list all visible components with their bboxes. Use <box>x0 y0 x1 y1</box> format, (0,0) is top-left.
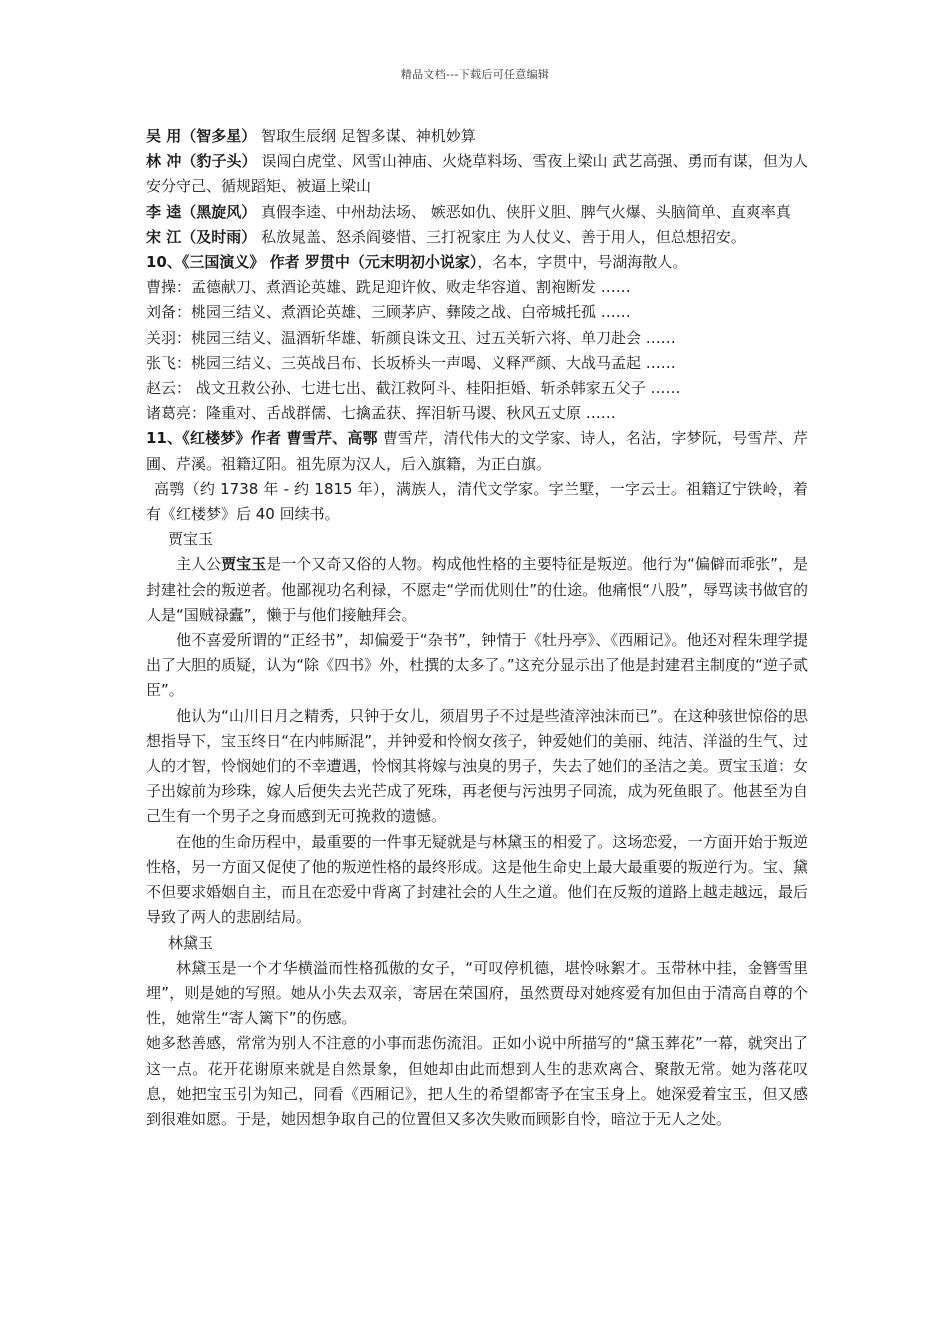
lin-chong-entry <box>146 149 808 199</box>
character-desc: 误闯白虎堂、风雪山神庙、火烧草料场、雪夜上梁山 武艺高强、勇而有谋，但为人安分守己、循规蹈矩、被逼上梁山 <box>146 152 808 196</box>
character-name: 林 冲（豹子头） <box>146 152 257 171</box>
daiyu-paragraph: 她多愁善感，常常为别人不注意的小事而悲伤流泪。正如小说中所描写的“黛玉葬花”一幕，就突出了这一点。花开花谢原来就是自然景象，但她却由此而想到人生的悲欢离合、聚散无常。她为落花叹息，她把宝玉引为知己，同看《西厢记》，把人生的希望都寄予在宝玉身上。她深爱着宝玉，但又感到很难如愿。于是，她因想争取自己的位置但又多次失败而顾影自怜，暗泣于无人之处。 <box>146 1034 808 1128</box>
sanguo-item: 赵云： 战文丑救公孙、七进七出、截江救阿斗、桂阳拒婚、斩杀韩家五父子 …… <box>146 379 681 398</box>
li-kui-entry <box>146 200 808 225</box>
baoyu-paragraph <box>146 552 808 628</box>
baoyu-paragraph: 他认为“山川日月之精秀，只钟于女儿，须眉男子不过是些渣滓浊沫而已”。在这种骇世惊俗的思想指导下，宝玉终日“在内帏厮混”，并钟爱和怜悯女孩子，钟爱她们的美丽、纯洁、洋溢的生气、过人的才智，怜悯她们的不幸遭遇，怜悯其将嫁与浊臭的男子，失去了她们的圣洁之美。贾宝玉道：女子出嫁前为珍珠，嫁人后便失去光芒成了死珠，再老便与污浊男子同流，成为死鱼眼了。他甚至为自己生有一个男子之身而感到无可挽救的遗憾。 <box>146 706 808 826</box>
baoyu-paragraph: 他不喜爱所谓的“正经书”，却偏爱于“杂书”，钟情于《牡丹亭》、《西厢记》。他还对程朱理学提出了大胆的质疑，认为“除《四书》外，杜撰的太多了。”这充分显示出了他是封建君主制度的“逆子贰臣”。 <box>146 631 808 700</box>
section-heading-text: 曹雪芹，清代伟大的文学家、诗人，名沾，字梦阮，号雪芹、芹圃、芹溪。祖籍辽阳。祖先原为汉人，后入旗籍，为正白旗。 <box>146 429 808 473</box>
wu-yong-entry <box>146 124 808 149</box>
page-header: 精品文档---下载后可任意编辑 <box>400 68 550 81</box>
character-desc: 私放晁盖、怒杀阎婆惜、三打祝家庄 为人仗义、善于用人，但总想招安。 <box>256 227 746 246</box>
sanguo-item: 关羽：桃园三结义、温酒斩华雄、斩颜良诛文丑、过五关斩六将、单刀赴会 …… <box>146 328 676 347</box>
daiyu-paragraph: 林黛玉是一个才华横溢而性格孤傲的女子，“可叹停机德，堪怜咏絮才。玉带林中挂，金簪雪里埋”，则是她的写照。她从小失去双亲，寄居在荣国府，虽然贾母对她疼爱有加但由于清高自尊的个性，她常生“寄人篱下”的伤感。 <box>146 958 808 1028</box>
baoyu-title: 贾宝玉 <box>168 530 214 549</box>
character-desc: 智取生辰纲 足智多谋、神机妙算 <box>256 127 476 145</box>
section-heading: 10、《三国演义》 作者 罗贯中（元末明初小说家） <box>146 253 478 272</box>
sanguo-item: 诸葛亮：隆重对、舌战群儒、七擒孟获、挥泪斩马谡、秋风五丈原 …… <box>146 404 616 423</box>
daiyu-title: 林黛玉 <box>168 933 214 952</box>
baoyu-p1-pre: 主人公 <box>176 555 222 574</box>
gao-e-paragraph: 高鹗（约 1738 年 - 约 1815 年），满族人，清代文学家。字兰墅，一字云士。祖籍辽宁铁岭，着有《红楼梦》后 40 回续书。 <box>146 479 808 524</box>
character-name: 李 逵（黑旋风） <box>146 202 257 221</box>
character-name: 吴 用（智多星） <box>146 127 257 145</box>
sanguo-item: 刘备：桃园三结义、煮酒论英雄、三顾茅庐、彝陵之战、白帝城托孤 …… <box>146 303 631 322</box>
character-desc: 真假李逵、中州劫法场、 嫉恶如仇、侠肝义胆、脾气火爆、头脑简单、直爽率真 <box>256 202 791 221</box>
baoyu-p1-post: 是一个又奇又俗的人物。构成他性格的主要特征是叛逆。他行为“偏僻而乖张”，是封建社会的叛逆者。他鄙视功名利禄，不愿走“学而优则仕”的仕途。他痛恨“八股”，辱骂读书做官的人是“国贼禄蠹”，懒于与他们接触拜会。 <box>146 555 808 624</box>
song-jiang-entry <box>146 225 808 250</box>
baoyu-paragraph: 在他的生命历程中，最重要的一件事无疑就是与林黛玉的相爱了。这场恋爱，一方面开始于叛逆性格，另一方面又促使了他的叛逆性格的最终形成。这是他生命史上最大最重要的叛逆行为。宝、黛不但要求婚姻自主，而且在恋爱中背离了封建社会的人生之道。他们在反叛的道路上越走越远，最后导致了两人的悲剧结局。 <box>146 832 808 927</box>
document-body <box>146 124 808 1132</box>
section-heading-text: ，名本，字贯中，号湖海散人。 <box>477 253 688 272</box>
section-heading: 11、《红楼梦》作者 曹雪芹、高鄂 <box>146 429 378 448</box>
sanguo-item: 张飞：桃园三结义、三英战吕布、长坂桥头一声喝、义释严颜、大战马孟起 …… <box>146 353 676 372</box>
sanguo-heading <box>146 250 808 275</box>
baoyu-name-bold: 贾宝玉 <box>221 555 267 574</box>
honglou-heading <box>146 426 808 476</box>
sanguo-item: 曹操：孟德献刀、煮酒论英雄、跣足迎许攸、败走华容道、割袍断发 …… <box>146 278 631 297</box>
character-name: 宋 江（及时雨） <box>146 227 257 246</box>
